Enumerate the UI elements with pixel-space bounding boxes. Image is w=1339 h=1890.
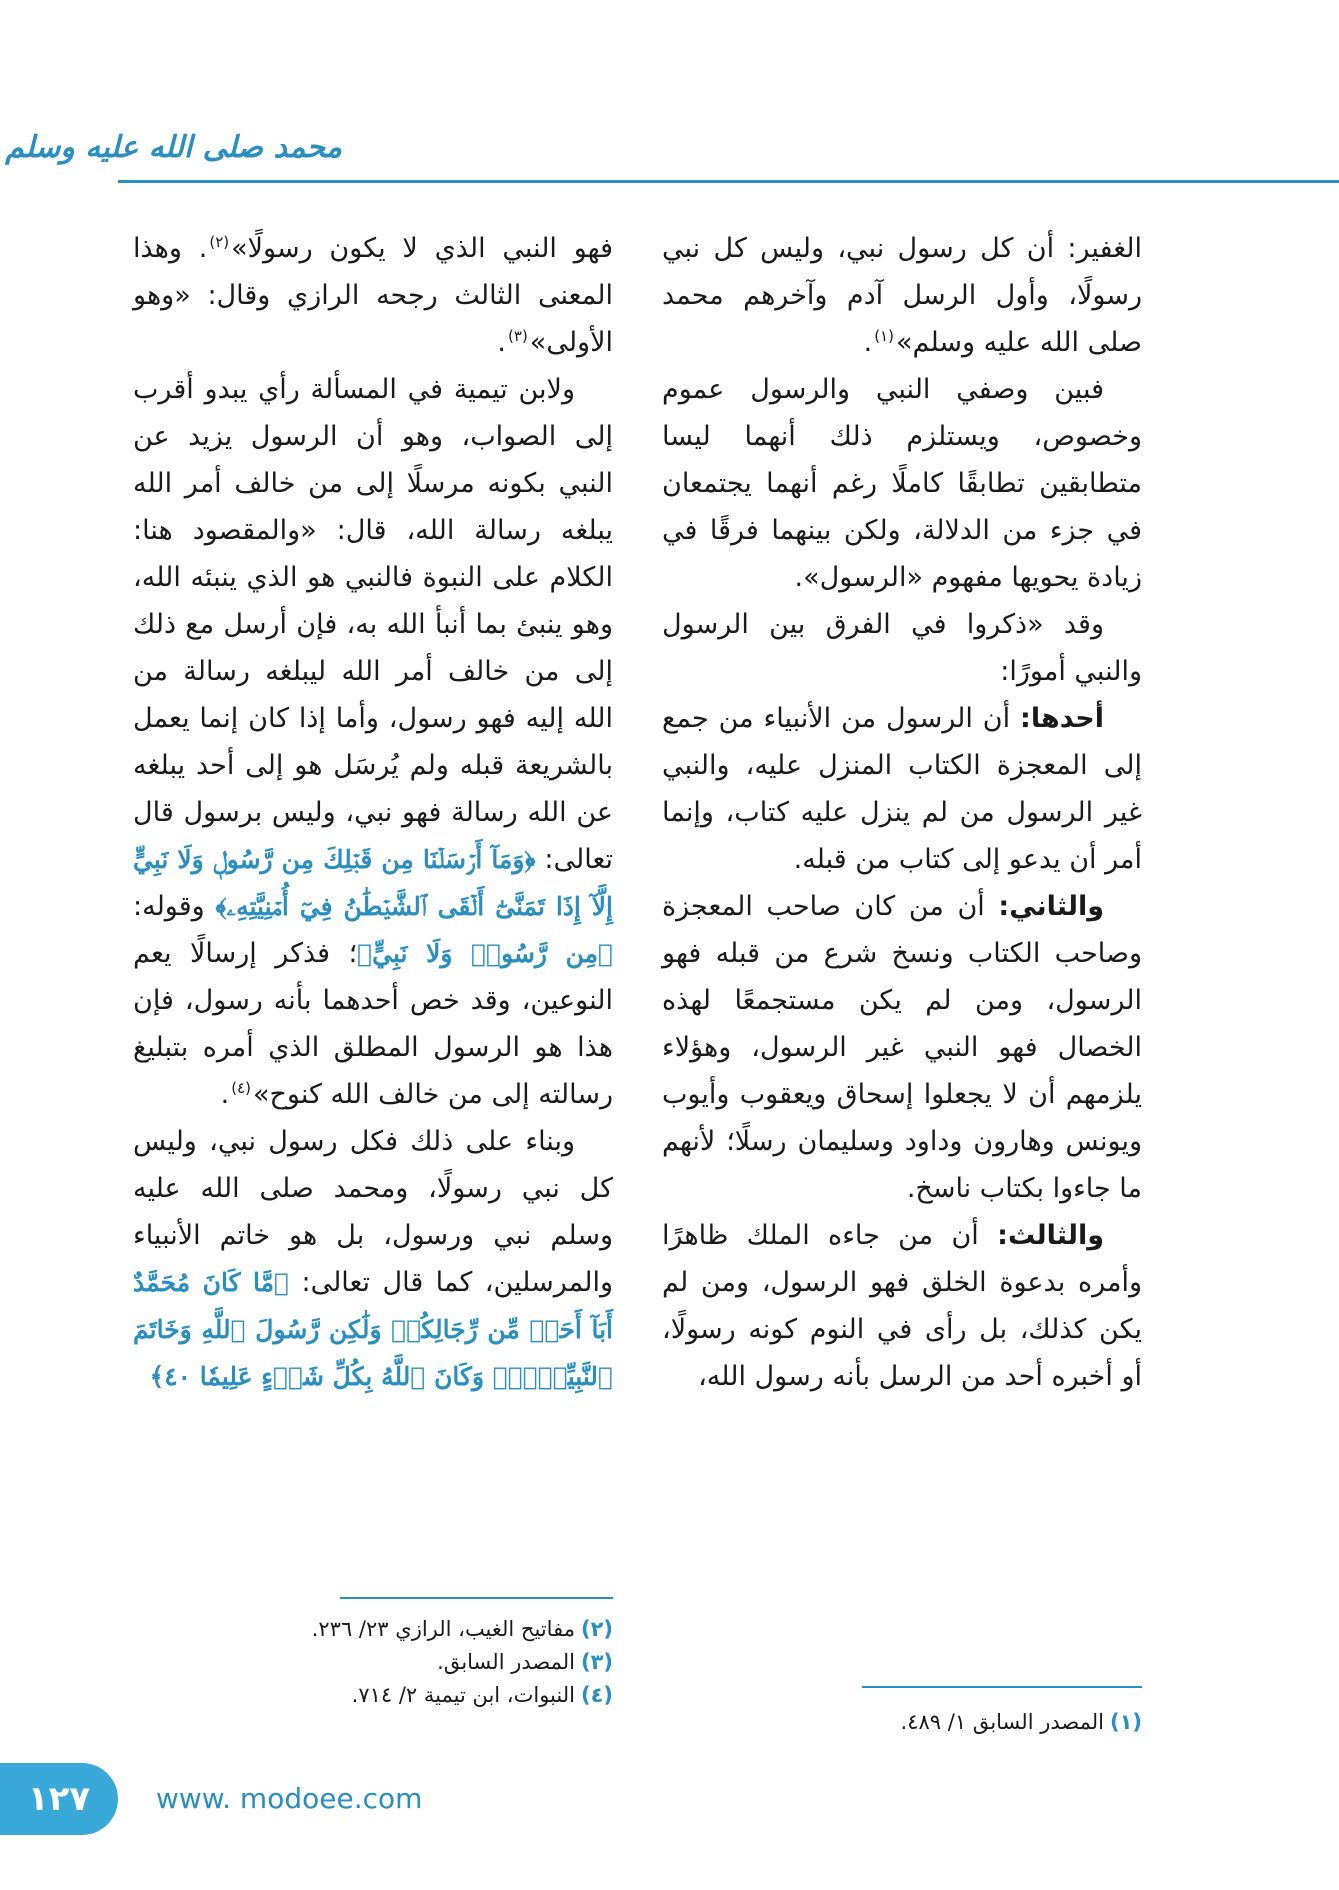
- right-p1-text: الغفير: أن كل رسول نبي، وليس كل نبي رسولًا، وأول الرسل آدم وآخرهم محمد صلى الله عليه وسلم»: [662, 233, 1142, 358]
- left-paragraph-3: [133, 1118, 613, 1400]
- header-divider: [118, 180, 1339, 183]
- left-p2-tail: ؛ فذكر إرسالًا يعم النوعين، وقد خص أحدهما بأنه رسول، فإن هذا هو الرسول المطلق الذي أمره بتبليغ رسالته إلى من خالف الله كنوح»: [133, 938, 613, 1110]
- right-paragraph-2: فبين وصفي النبي والرسول عموم وخصوص، ويستلزم ذلك أنهما ليسا متطابقين تطابقًا كاملًا رغم أنهما يجتمعان في جزء من الدلالة، ولكن بينهما فرقًا في زيادة يحويها مفهوم «الرسول».: [662, 374, 1142, 593]
- right-paragraph-3: وقد «ذكروا في الفرق بين الرسول والنبي أمورًا:: [662, 609, 1142, 687]
- quran-verse-2: ﴿مِن رَّسُولٖ وَلَا نَبِيٍّ﴾: [357, 939, 613, 968]
- right-paragraph-5: [662, 883, 1142, 1212]
- page-number-badge: [0, 1763, 118, 1835]
- right-p4-text: أن الرسول من الأنبياء من جمع إلى المعجزة الكتاب المنزل عليه، والنبي غير الرسول من لم ينزل عليه كتاب، وإنما أمر أن يدعو إلى كتاب من قبله.: [662, 703, 1142, 875]
- left-p1-tail2: .: [497, 327, 507, 358]
- quran-verse-1: ﴿وَمَآ أَرۡسَلۡنَا مِن قَبۡلِكَ مِن رَّسُولٖ وَلَا نَبِيٍّ إِلَّآ إِذَا تَمَنَّىٰٓ أَلۡقَى ٱلشَّيۡطَٰنُ فِيٓ أُمۡنِيَّتِهِۦ﴾: [133, 845, 613, 921]
- footnotes-left: [133, 1613, 613, 1712]
- footnote-number: (٢): [580, 1617, 613, 1641]
- left-paragraph-2: [133, 366, 613, 1118]
- footnote-item: [133, 1613, 613, 1646]
- right-p5-text: أن من كان صاحب المعجزة وصاحب الكتاب ونسخ شرع من قبله فهو الرسول، ومن لم يكن مستجمعًا لهذه الخصال فهو النبي غير الرسول، وهؤلاء يلزمهم أن لا يجعلوا إسحاق ويعقوب وأيوب ويونس وهارون وداود وسليمان رسلًا؛ لأنهم ما جاءوا بكتاب ناسخ.: [662, 891, 1142, 1204]
- right-p5-label: والثاني:: [998, 891, 1104, 922]
- right-p6-text: أن من جاءه الملك ظاهرًا وأمره بدعوة الخلق فهو الرسول، ومن لم يكن كذلك، بل رأى في النوم كونه رسولًا، أو أخبره أحد من الرسل بأنه رسول الله،: [662, 1220, 1142, 1392]
- footnote-item: [133, 1646, 613, 1679]
- footnote-text: النبوات، ابن تيمية ٢/ ٧١٤.: [351, 1683, 575, 1707]
- left-paragraph-1: [133, 225, 613, 366]
- page-number: ١٢٧: [27, 1779, 91, 1819]
- right-column: [662, 225, 1142, 1400]
- footnote-text: المصدر السابق ١/ ٤٨٩.: [900, 1710, 1104, 1734]
- right-paragraph-4: [662, 695, 1142, 883]
- footnote-ref-3[interactable]: (٣): [508, 327, 528, 345]
- footnote-ref-4[interactable]: (٤): [231, 1079, 251, 1097]
- footnote-ref-1[interactable]: (١): [874, 327, 894, 345]
- header-title: محمد صلى الله عليه وسلم: [5, 130, 342, 165]
- left-p3-text: وبناء على ذلك فكل رسول نبي، وليس كل نبي رسولًا، ومحمد صلى الله عليه وسلم نبي ورسول، بل هو خاتم الأنبياء والمرسلين، كما قال تعالى:: [133, 1126, 613, 1298]
- footnotes-right: [662, 1706, 1142, 1739]
- right-p6-label: والثالث:: [997, 1220, 1104, 1251]
- footnote-divider-left: [340, 1597, 613, 1599]
- footnote-divider-right: [862, 1686, 1142, 1688]
- left-p2-text: ولابن تيمية في المسألة رأي يبدو أقرب إلى الصواب، وهو أن الرسول يزيد عن النبي بكونه مرسلًا إلى من خالف أمر الله يبلغه رسالة الله، قال: «والمقصود هنا: الكلام على النبوة فالنبي هو الذي ينبئه الله، وهو ينبئ بما أنبأ الله به، فإن أرسل مع ذلك إلى من خالف أمر الله ليبلغه رسالة من الله إليه فهو رسول، وأما إذا كان إنما يعمل بالشريعة قبله ولم يُرسَل هو إلى أحد يبلغه عن الله رسالة فهو نبي، وليس برسول قال تعالى:: [133, 374, 613, 875]
- left-p2-mid: وقوله:: [133, 891, 216, 922]
- footnote-text: المصدر السابق.: [437, 1650, 575, 1674]
- footnote-item: [662, 1706, 1142, 1739]
- footnote-text: مفاتيح الغيب، الرازي ٢٣/ ٢٣٦.: [311, 1617, 575, 1641]
- left-p1-tail: . وهذا المعنى الثالث رجحه الرازي وقال: «وهو الأولى»: [133, 233, 613, 358]
- left-p1-text: فهو النبي الذي لا يكون رسولًا»: [231, 233, 614, 264]
- footnote-item: [133, 1679, 613, 1712]
- right-paragraph-6: [662, 1212, 1142, 1400]
- right-p1-tail: .: [863, 327, 873, 358]
- right-paragraph-1: [662, 225, 1142, 366]
- footnote-number: (١): [1109, 1710, 1142, 1734]
- quran-verse-3: ﴿مَّا كَانَ مُحَمَّدٌ أَبَآ أَحَدٖ مِّن رِّجَالِكُمۡ وَلَٰكِن رَّسُولَ ٱللَّهِ وَخَاتَمَ ٱلنَّبِيِّـۧنَۗ وَكَانَ ٱللَّهُ بِكُلِّ شَيۡءٍ عَلِيمٗا ٤٠﴾: [133, 1268, 613, 1391]
- footnote-number: (٤): [580, 1683, 613, 1707]
- footnote-number: (٣): [580, 1650, 613, 1674]
- right-p4-label: أحدها:: [1020, 703, 1104, 734]
- footnote-ref-2[interactable]: (٢): [209, 233, 230, 251]
- left-p2-end: .: [220, 1079, 230, 1110]
- website-link[interactable]: www. modoee.com: [156, 1782, 423, 1815]
- left-column: [133, 225, 613, 1400]
